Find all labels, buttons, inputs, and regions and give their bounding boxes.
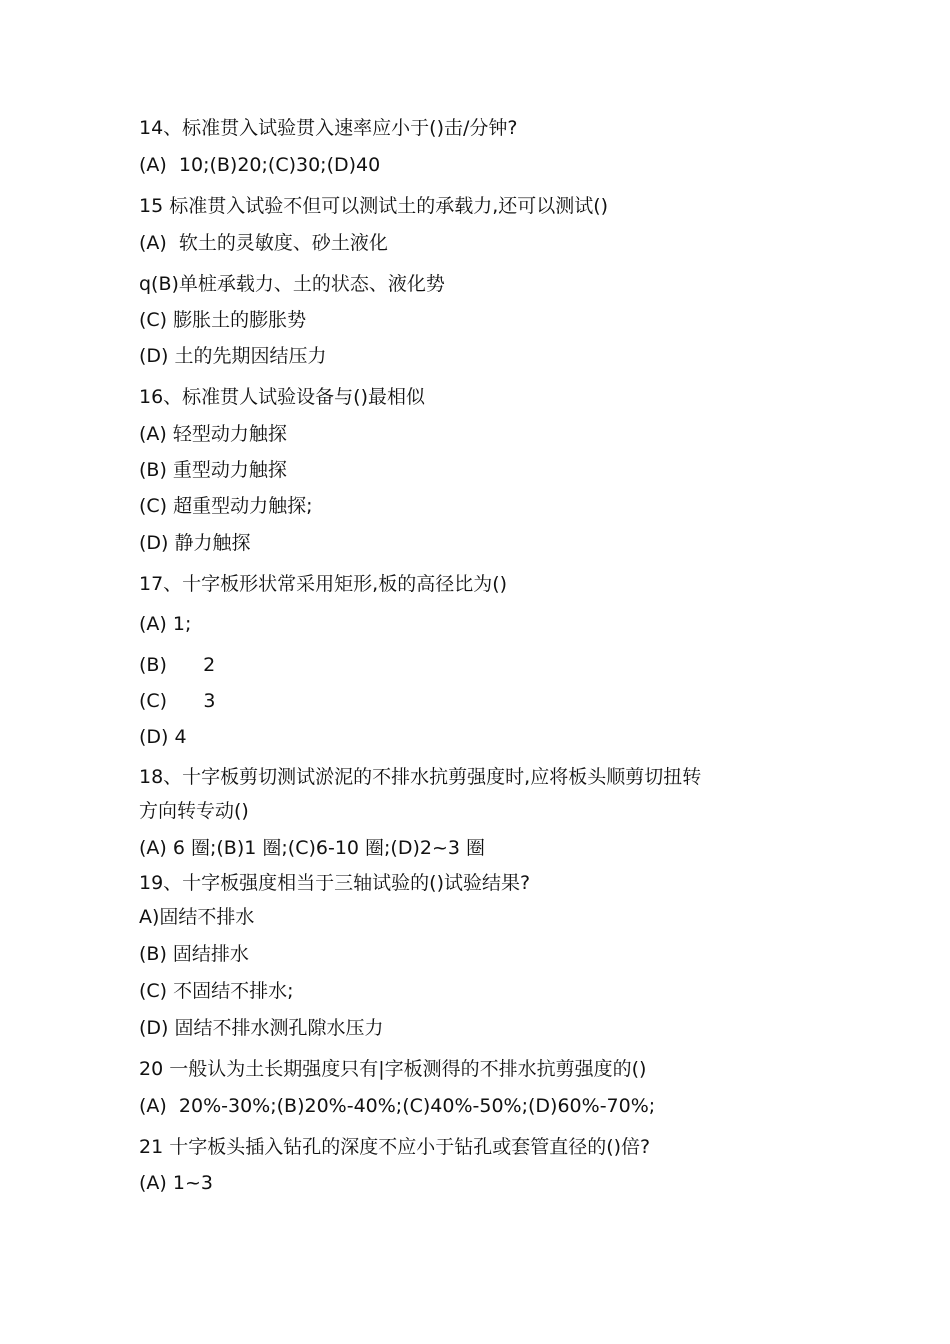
q18-options: (A) 6 圈;(B)1 圈;(C)6-10 圈;(D)2~3 圈 <box>139 837 486 859</box>
q17-option-d: (D) 4 <box>139 726 187 748</box>
q16-option-d: (D) 静力触探 <box>139 532 251 554</box>
q16-option-b: (B) 重型动力触探 <box>139 459 287 481</box>
q20-options: (A) 20%-30%;(B)20%-40%;(C)40%-50%;(D)60%-70%; <box>139 1095 656 1117</box>
question-20: 20 一般认为土长期强度只有|字板测得的不排水抗剪强度的() <box>139 1058 647 1080</box>
question-15: 15 标准贯入试验不但可以测试土的承载力,还可以测试() <box>139 195 609 217</box>
q19-option-b: (B) 固结排水 <box>139 943 249 965</box>
q19-option-a: A)固结不排水 <box>139 906 255 928</box>
q15-option-b: q(B)单桩承载力、土的状态、液化势 <box>139 273 445 295</box>
q16-option-c: (C) 超重型动力触探; <box>139 495 313 517</box>
q15-option-c: (C) 膨胀土的膨胀势 <box>139 309 307 331</box>
question-18: 18、十字板剪切测试淤泥的不排水抗剪强度时,应将板头顺剪切扭转 <box>139 766 702 788</box>
q15-option-a: (A) 软土的灵敏度、砂土液化 <box>139 232 388 254</box>
q16-option-a: (A) 轻型动力触探 <box>139 423 287 445</box>
q15-option-d: (D) 土的先期因结压力 <box>139 345 327 367</box>
question-16: 16、标准贯人试验设备与()最相似 <box>139 386 426 408</box>
q17-option-c: (C) 3 <box>139 690 216 712</box>
q14-options: (A) 10;(B)20;(C)30;(D)40 <box>139 154 381 176</box>
question-18-cont: 方向转专动() <box>139 800 249 822</box>
q17-option-a: (A) 1; <box>139 613 192 635</box>
question-17: 17、十字板形状常采用矩形,板的高径比为() <box>139 573 508 595</box>
q17-option-b: (B) 2 <box>139 654 216 676</box>
question-21: 21 十字板头插入钻孔的深度不应小于钻孔或套管直径的()倍? <box>139 1136 651 1158</box>
q19-option-d: (D) 固结不排水测孔隙水压力 <box>139 1017 384 1039</box>
q21-option-a: (A) 1~3 <box>139 1172 213 1194</box>
question-14: 14、标准贯入试验贯入速率应小于()击/分钟? <box>139 117 518 139</box>
q19-option-c: (C) 不固结不排水; <box>139 980 294 1002</box>
question-19: 19、十字板强度相当于三轴试验的()试验结果? <box>139 872 531 894</box>
